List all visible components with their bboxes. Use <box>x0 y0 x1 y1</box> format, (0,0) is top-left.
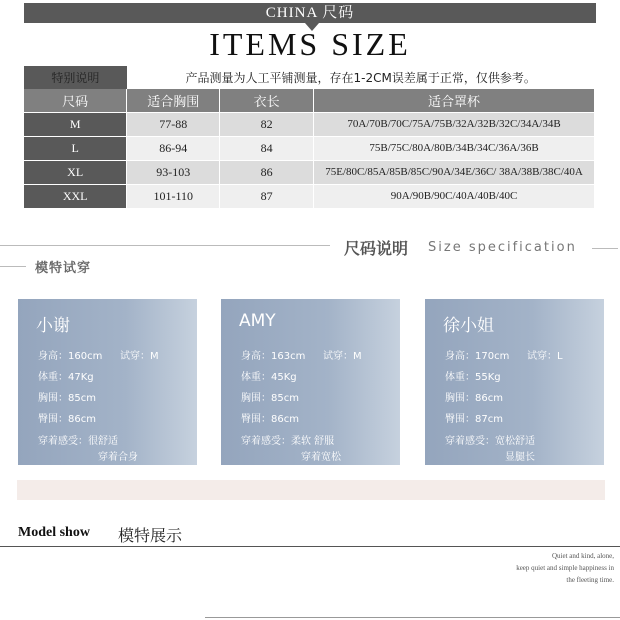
divider-line <box>592 248 618 249</box>
footer-divider <box>0 546 620 547</box>
bust-cell: 101-110 <box>127 185 220 209</box>
model-trial-title: 模特试穿 <box>35 261 92 276</box>
model-hip: 臀围：86cm <box>241 414 299 425</box>
model-feel: 穿着感受：柔软 舒服 <box>241 436 335 447</box>
model-height: 身高：160cm <box>38 351 103 362</box>
model-show-title-cn: 模特展示 <box>118 526 183 545</box>
length-cell: 82 <box>220 113 314 137</box>
note-row <box>24 66 595 89</box>
model-weight: 体重：47Kg <box>38 372 94 383</box>
model-chest: 胸围：85cm <box>241 393 299 404</box>
cup-cell: 70A/70B/70C/75A/75B/32A/32B/32C/34A/34B <box>314 113 595 137</box>
size-cell: XXL <box>24 185 127 209</box>
bust-cell: 93-103 <box>127 161 220 185</box>
model-feel-extra: 显腿长 <box>505 452 535 463</box>
poem-line: Quiet and kind, alone, <box>551 552 614 560</box>
model-height: 身高：163cm <box>241 351 306 362</box>
model-name: 徐小姐 <box>443 316 494 336</box>
bust-cell: 77-88 <box>127 113 220 137</box>
table-row <box>24 161 595 185</box>
model-name: AMY <box>239 311 276 331</box>
header-cup: 适合罩杯 <box>314 89 595 113</box>
size-cell: L <box>24 137 127 161</box>
model-height: 身高：170cm <box>445 351 510 362</box>
poem-line: the fleeting time. <box>566 576 614 584</box>
model-card <box>221 299 400 465</box>
table-row <box>24 185 595 209</box>
table-header-row <box>24 89 595 113</box>
header-length: 衣长 <box>220 89 314 113</box>
model-weight: 体重：45Kg <box>241 372 297 383</box>
length-cell: 84 <box>220 137 314 161</box>
china-size-banner: CHINA 尺码 <box>24 3 596 23</box>
size-table <box>24 66 595 208</box>
section-subtitle: Size specification <box>428 240 577 255</box>
header-bust: 适合胸围 <box>127 89 220 113</box>
model-trial-size: 试穿：M <box>323 351 362 362</box>
decorative-band <box>17 480 605 500</box>
section-title: 尺码说明 <box>344 239 409 258</box>
divider-line <box>0 266 26 267</box>
model-trial-size: 试穿：M <box>120 351 159 362</box>
size-cell: XL <box>24 161 127 185</box>
model-weight: 体重：55Kg <box>445 372 501 383</box>
model-feel: 穿着感受：宽松舒适 <box>445 436 535 447</box>
model-card <box>425 299 604 465</box>
header-size: 尺码 <box>24 89 127 113</box>
divider-line <box>0 245 330 246</box>
cup-cell: 75B/75C/80A/80B/34B/34C/36A/36B <box>314 137 595 161</box>
length-cell: 87 <box>220 185 314 209</box>
size-cell: M <box>24 113 127 137</box>
bottom-divider <box>205 617 620 618</box>
page-title: ITEMS SIZE <box>209 26 411 62</box>
note-label: 特别说明 <box>24 66 127 89</box>
model-show-title-en: Model show <box>18 525 90 540</box>
length-cell: 86 <box>220 161 314 185</box>
model-card <box>18 299 197 465</box>
note-text: 产品测量为人工平铺测量，存在1-2CM误差属于正常，仅供参考。 <box>127 66 595 89</box>
model-hip: 臀围：87cm <box>445 414 503 425</box>
model-feel: 穿着感受：很舒适 <box>38 436 118 447</box>
table-row <box>24 113 595 137</box>
model-hip: 臀围：86cm <box>38 414 96 425</box>
table-row <box>24 137 595 161</box>
model-name: 小谢 <box>36 316 70 336</box>
model-trial-size: 试穿：L <box>527 351 563 362</box>
bust-cell: 86-94 <box>127 137 220 161</box>
poem-line: keep quiet and simple happiness in <box>516 564 614 572</box>
model-chest: 胸围：86cm <box>445 393 503 404</box>
model-feel-extra: 穿着宽松 <box>301 452 341 463</box>
cup-cell: 90A/90B/90C/40A/40B/40C <box>314 185 595 209</box>
cup-cell: 75E/80C/85A/85B/85C/90A/34E/36C/ 38A/38B/38C/40A <box>314 161 595 185</box>
model-feel-extra: 穿着合身 <box>98 452 138 463</box>
model-chest: 胸围：85cm <box>38 393 96 404</box>
